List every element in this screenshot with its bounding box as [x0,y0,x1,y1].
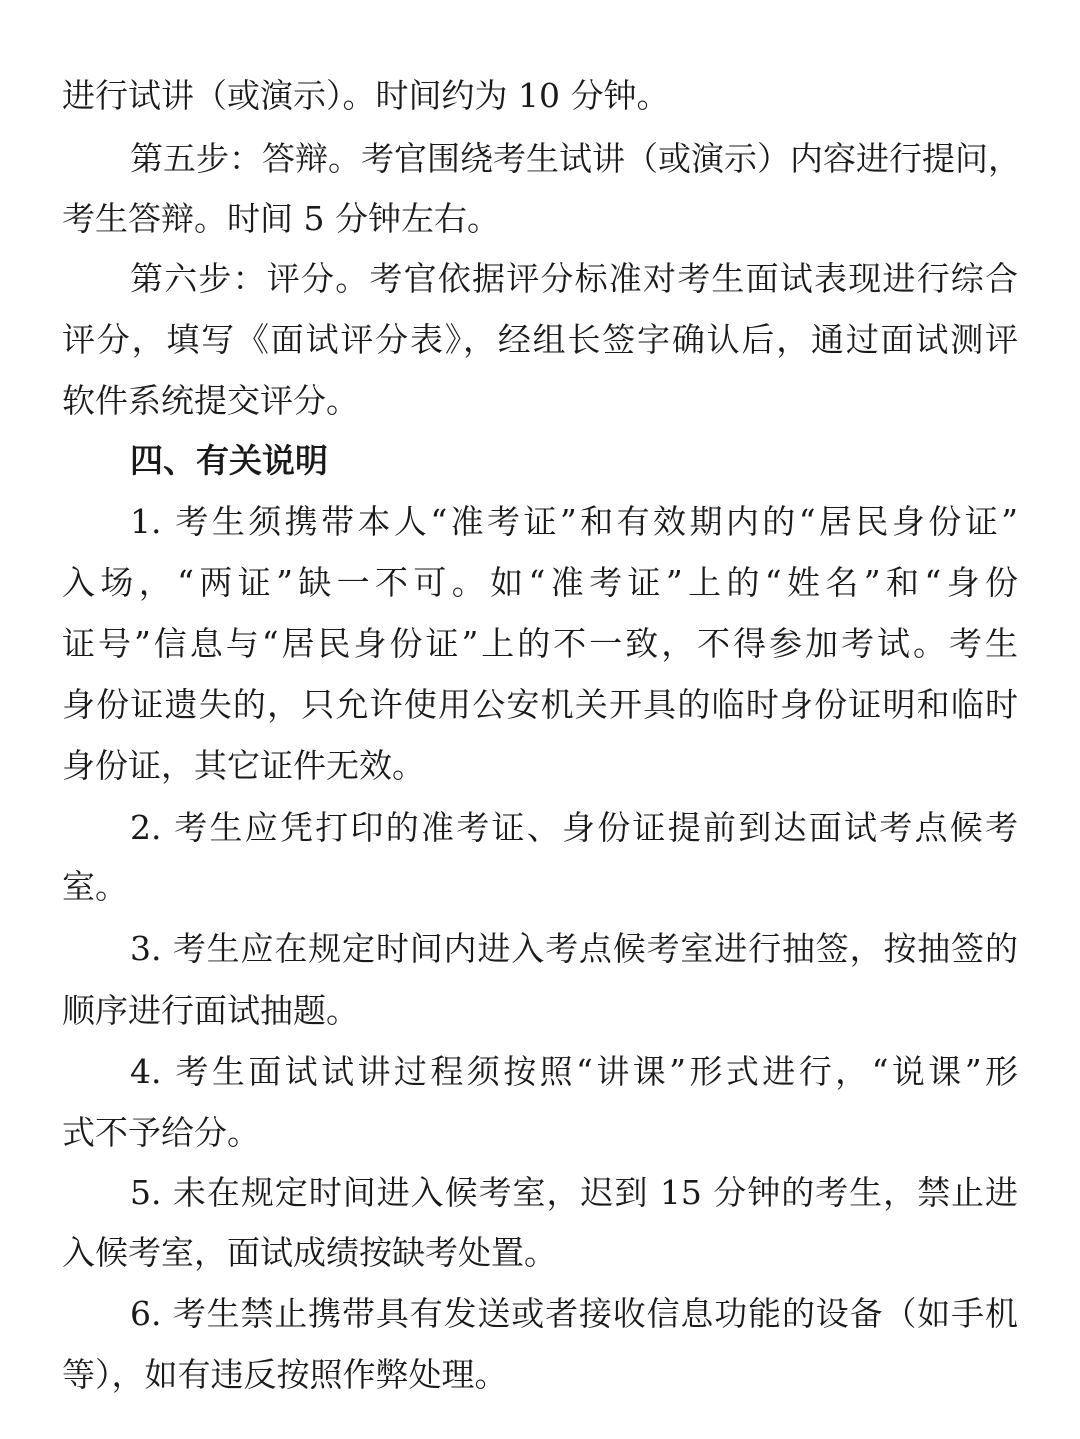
text-line: 证号”信息与“居民身份证”上的不一致，不得参加考试。考生 [62,624,1018,663]
text-line: 软件系统提交评分。 [62,381,359,420]
text-line: 等），如有违反按照作弊处理。 [62,1355,508,1394]
text-line: 顺序进行面试抽题。 [62,991,359,1030]
text-line: 评分，填写《面试评分表》，经组长签字确认后，通过面试测评 [62,320,1018,359]
text-line: 入场，“两证”缺一不可。如“准考证”上的“姓名”和“身份 [62,563,1018,602]
section-heading: 四、有关说明 [130,441,328,480]
text-line: 1. 考生须携带本人“准考证”和有效期内的“居民身份证” [130,502,1018,541]
text-line: 身份证遗失的，只允许使用公安机关开具的临时身份证明和临时 [62,685,1018,724]
text-line: 考生答辩。时间 5 分钟左右。 [62,199,500,238]
text-line: 3. 考生应在规定时间内进入考点候考室进行抽签，按抽签的 [130,929,1018,968]
text-line: 第六步：评分。考官依据评分标准对考生面试表现进行综合 [130,259,1018,298]
text-line: 进行试讲（或演示）。时间约为 10 分钟。 [62,76,670,115]
text-line: 第五步：答辩。考官围绕考生试讲（或演示）内容进行提问， [130,139,1021,178]
text-line: 5. 未在规定时间进入候考室，迟到 15 分钟的考生，禁止进 [130,1173,1018,1212]
text-line: 4. 考生面试试讲过程须按照“讲课”形式进行，“说课”形 [130,1052,1018,1091]
text-line: 式不予给分。 [62,1113,260,1152]
text-line: 6. 考生禁止携带具有发送或者接收信息功能的设备（如手机 [130,1294,1018,1333]
text-line: 2. 考生应凭打印的准考证、身份证提前到达面试考点候考 [130,808,1018,847]
text-line: 室。 [62,867,128,906]
text-line: 入候考室，面试成绩按缺考处置。 [62,1233,557,1272]
text-line: 身份证，其它证件无效。 [62,746,425,785]
